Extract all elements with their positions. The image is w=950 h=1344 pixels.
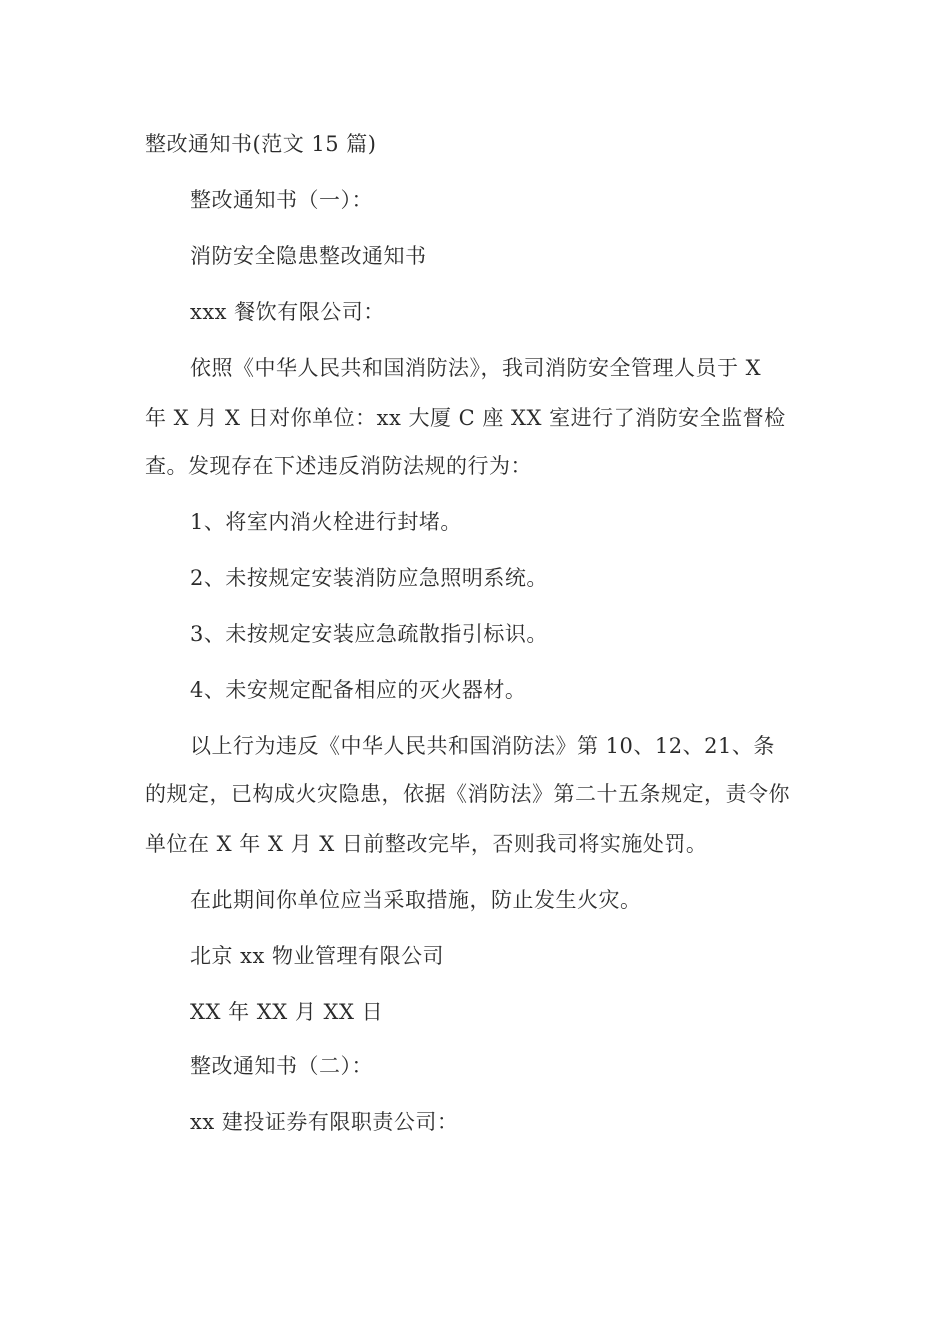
signature: 北京 xx 物业管理有限公司 — [190, 944, 445, 968]
paragraph-line: 依照《中华人民共和国消防法》，我司消防安全管理人员于 X — [190, 356, 762, 380]
list-item: 3、未按规定安装应急疏散指引标识。 — [190, 622, 548, 646]
notice-title: 消防安全隐患整改通知书 — [190, 244, 427, 268]
paragraph-line: 的规定，已构成火灾隐患，依据《消防法》第二十五条规定，责令你 — [145, 782, 790, 806]
document-title: 整改通知书(范文 15 篇) — [145, 132, 377, 156]
date: XX 年 XX 月 XX 日 — [190, 1000, 384, 1024]
paragraph-line: 年 X 月 X 日对你单位：xx 大厦 C 座 XX 室进行了消防安全监督检 — [145, 406, 786, 430]
paragraph-line: 查。发现存在下述违反消防法规的行为： — [145, 454, 532, 478]
paragraph-line: 在此期间你单位应当采取措施，防止发生火灾。 — [190, 888, 642, 912]
paragraph-line: 单位在 X 年 X 月 X 日前整改完毕，否则我司将实施处罚。 — [145, 832, 708, 856]
addressee: xxx 餐饮有限公司： — [190, 300, 385, 324]
section-heading: 整改通知书（一）： — [190, 188, 373, 212]
addressee: xx 建投证券有限职责公司： — [190, 1110, 459, 1134]
list-item: 1、将室内消火栓进行封堵。 — [190, 510, 462, 534]
list-item: 4、未安规定配备相应的灭火器材。 — [190, 678, 527, 702]
list-item: 2、未按规定安装消防应急照明系统。 — [190, 566, 548, 590]
section-heading: 整改通知书（二）： — [190, 1054, 373, 1078]
paragraph-line: 以上行为违反《中华人民共和国消防法》第 10、12、21、条 — [190, 734, 775, 758]
